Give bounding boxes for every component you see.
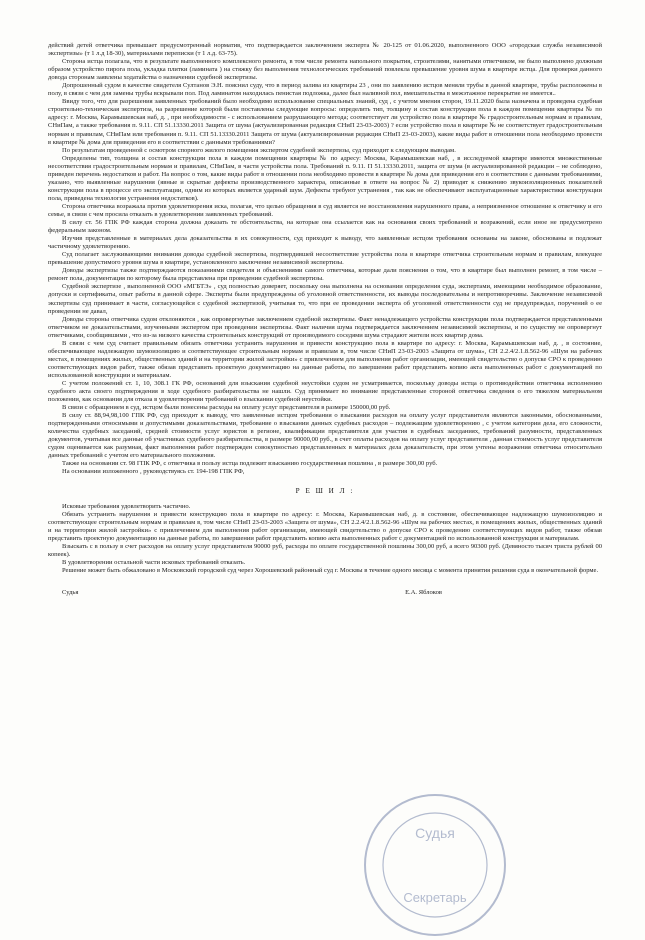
decision-paragraph: В удовлетворении остальной части исковых требований отказать. xyxy=(62,558,246,566)
paragraph: Определены тип, толщина и состав конструкции пола в каждом помещении квартиры № по адресу: Москва, Карамышевская наб, , в исследуемой квартире имеются множественные несоответствия градостроительным нормам и правилам, СНиПам, в части устройства пола. Требований п. 9.11. П 51.13330.2011, защита от шума (в актуализированной редакции – не соблюдено, приведен перечень недостатков и работ. На вопрос о том, какие виды работ в отношении пола необходимо провести в квартире № дома для приведения его в соответствии с данными требованиями, указано, что выявленные нарушения (явные и скрытые дефекты производственного характера, описанные в ответе на вопрос № 2) приводят к снижению звукоизоляционных показателей конструкции пола в процессе его эксплуатации, одним из которых является ударный шум. Дефекты требуют устранения , так как не обеспечивают эксплуатационные характеристики конструкции пола, приведена технология устранения недостатков). xyxy=(48,154,602,202)
paragraph: С учетом положений ст. 1, 10, 308.1 ГК РФ, оснований для взыскания судебной неустойки судом не усматривается, поскольку доводы истца о противодействии ответчика исполнению судебного акта своего подтверждения в ходе судебного разбирательства не нашли. Суд принимает во внимание представленные стороной ответчика сведения о его тяжелом материальном положении, как основания для отказа в удовлетворении требований о взыскании судебной неустойки. xyxy=(48,379,602,404)
paragraph: Доводы экспертизы также подтверждаются показаниями свидетеля и объяснениями самого ответчика, которые дали пояснения о том, что в квартире был выполнен ремонт, в том числе – ремонт пола, документация по которому была представлена при проведении судебной экспертизы. xyxy=(48,267,602,283)
paragraph: В силу ст. 88,94,98,100 ГПК РФ, суд приходит к выводу, что заявленные истцом требования о взыскании расходов на оплату услуг представителя являются законными, обоснованными, подтвержденными относимыми и допустимыми доказательствами, требование о взыскании данных судебных расходов – подлежащим удовлетворению , с учетом категории дела, его сложности, количества судебных заседаний, средней стоимости услуг юристов в регионе, квалификации представителя для участия в судебных заседаниях, требований разумности, представленных документов, учитывая все данные об участниках судебного разбирательства, в размере 90000,00 руб., в счет оплаты расходов на оплату услуг представителя , данная стоимость услуг представителя судом оценивается как разумная, факт выполнения работ подтвержден совокупностью представленных в материалах дела доказательств, при этом учтены возражения ответчика относительно данных требований с учетом его материального положения. xyxy=(48,412,602,460)
court-stamp xyxy=(360,790,510,940)
paragraph: Сторона ответчика возражала против удовлетворения иска, полагая, что целью обращения в суд является не восстановления нарушенного права, а неприязненное отношение к ответчику и его семье, в связи с чем просила отказать в удовлетворении заявленных требований. xyxy=(48,202,602,218)
paragraph: В связи с обращением в суд, истцом были понесены расходы на оплату услуг представителя в размере 150000,00 руб. xyxy=(62,404,391,412)
paragraph: Доводы стороны ответчика судом отклоняются , как опровергнутые заключением судебной экспертизы. Факт ненадлежащего устройства конструкции пола подтверждается представленными ответчиком не доказательствами, изученными экспертом при проведении экспертизы. Факт наличия шума подтверждается заключением независимой экспертизы, и по существу не опровергнут ответчиками, сообщившими , что из-за низкого качества строительных конструкций от производимого соседями шума страдают жители всех квартир дома. xyxy=(48,315,602,339)
signature-name: Е.А. Яблоков xyxy=(405,589,442,596)
stamp-text-bottom: Секретарь xyxy=(403,890,467,905)
signature-block xyxy=(48,589,602,597)
paragraph: На основании изложенного , руководствуясь ст. 194-198 ГПК РФ, xyxy=(62,468,245,476)
decision-heading: Р Е Ш И Л : xyxy=(295,486,355,495)
paragraph: Суд полагает заслуживающими внимания доводы судебной экспертизы, подтвердившей несоответствие устройства пола в квартире ответчика строительным нормам и правилам, влекущее превышение допустимого уровня шума в квартире, установленного заключение независимой экспертизы. xyxy=(48,251,602,267)
decision-paragraph: Исковые требования удовлетворить частично. xyxy=(62,502,191,510)
paragraph: действий детей ответчика превышает предусмотренный норматив, что подтверждается заключением эксперта № 20-125 от 01.06.2020, выполненного ООО «городская служба независимой экспертизы» (т 1 л.д 18-30), материалами переписки (т 1 л.д. 63-75). xyxy=(48,42,602,58)
stamp-text-top: Судья xyxy=(415,825,455,841)
paragraph: Допрошенный судом в качестве свидетеля Султанов Э.Н. пояснил суду, что в период залива из квартиры 23 , они по заявлению истцов меняли трубы в данной квартире, трубы расположены в полу, в связи с чем для замены трубы вскрывали пол. Под ламинатом находилась пенистая подложка, далее был наливной пол, вмешательства в межэтажное перекрытие не имеется.. xyxy=(48,82,602,98)
paragraph: В связи с чем суд считает правильным обязать ответчика устранить нарушения и привести конструкцию пола в квартире по адресу: г. Москва, Карамышевская наб, д. , в состояние, обеспечивающее надлежащую шумоизоляцию и соответствующее строительным нормам и правилам в, том числе СНиП 23-03-2003 «Защита от шума», СН 2.2.4/2.1.8.562-96 «Шум на рабочих местах, в помещениях жилых, общественных зданий и на территории жилой застройки» с привлечением для выполнения работ организации, имеющей свидетельство о допуске СРО к проведению соответствующих видов работ, также обязав представить проектную документацию на данные работы, по завершении работ представить копию акта выполненных работ с документацией по использованной конструкции и материалам. xyxy=(48,339,602,379)
paragraph: Изучив представленные в материалах дела доказательства в их совокупности, суд приходит к выводу, что заявленные истцом требования основаны на законе, обоснованы и подлежат частичному удовлетворению. xyxy=(48,235,602,251)
document-body xyxy=(48,42,602,597)
stamp-inner-ring xyxy=(383,813,487,917)
decision-paragraph: Решение может быть обжаловано в Московский городской суд через Хорошевский районный суд г. Москвы в течение одного месяца с момента принятия решения суда в окончательной форме. xyxy=(62,566,599,574)
decision-paragraph: Обязать устранить нарушения и привести конструкцию пола в квартире по адресу: г. Москва, Карамышевская наб, д. в состояние, обеспечивающее надлежащую шумоизоляцию и соответствующее строительным нормам и правилам в, том числе СНиП 23-03-2003 «Защита от шума», СН 2.2.4/2.1.8.562-96 «Шум на рабочих местах, в помещениях жилых, общественных зданий и на территории жилой застройки» с привлечением для выполнения работ организации, имеющей свидетельство о допуске СРО к проведению соответствующих видов работ, также обязав представить проектную документацию на данные работы, по завершении работ представить копию акта выполненных работ с документацией по использованной конструкции и материалам. xyxy=(48,510,602,542)
paragraph: По результатам проведенной с осмотром спорного жилого помещения экспертом судебной экспертизы, суд приходит к следующим выводам. xyxy=(62,146,456,154)
paragraph: Судебной экспертизе , выполненной ООО «МГБТЭ» , суд полностью доверяет, поскольку она выполнена на основании определения суда, экспертами, имеющими необходимое образование, допуски и сертификаты, опыт работы в данной сфере. Эксперты были предупреждены об уголовной ответственности, их выводы последовательны и непротиворечивы. Заключение независимой экспертизы суд принимает в части, согласующейся с судебной экспертизой, учитывая то, что при ее проведении эксперта об уголовной ответственности суд не предупреждал, поручений о ее проведении не давал, xyxy=(48,283,602,315)
paragraph: Также на основании ст. 98 ГПК РФ, с ответчика в пользу истца подлежит взысканию государственная пошлина , в размере 300,00 руб. xyxy=(62,460,438,468)
signature-role: Судья xyxy=(62,589,79,596)
decision-paragraph: Взыскать с в пользу в счет расходов на оплату услуг представителя 90000 руб, расходы по оплате государственной пошлины 300,00 руб, а всего 90300 руб. (Девяносто тысяч триста рублей 00 копеек). xyxy=(48,542,602,558)
paragraph: Ввиду того, что для разрешения заявленных требований было необходимо использование специальных знаний, суд , с учетом мнения сторон, 19.11.2020 была назначена и проведена судебная строительно-техническая экспертиза, на разрешение которой были поставлены следующие вопросы: определить тип, толщину и состав конструкции пола в каждом помещении квартиры № по адресу: г. Москва, Карамышевская наб, д. , при необходимости - с использованием разрушающего метода; соответствует ли устройство пола в квартире № градостроительным нормам и правилам, СНиПам, а также требования п. 9.11. СП 51.13330.2011 Защита от шума (актуализированная редакция СНиП 23-03-2003) ? если устройство пола в квартире № не соответствует градостроительным нормам и правилам, СНиПам или требования п. 9.11. СП 51.13330.2011 Защита от шума (актуализированная редакция СНиП 23-03-2003), какие виды работ в отношении пола необходимо провести в квартире № дома для приведения его в соответствии с данными требованиями? xyxy=(48,98,602,146)
stamp-outer-ring xyxy=(365,795,505,935)
paragraph: В силу ст. 56 ГПК РФ каждая сторона должна доказать те обстоятельства, на которые она ссылается как на основания своих требований и возражений, если иное не предусмотрено федеральным законом. xyxy=(48,219,602,235)
paragraph: Сторона истца полагала, что в результате выполненного комплексного ремонта, в том числе ремонта напольного покрытия, строителями, нанятыми ответчиком, не было выполнено должным образом устройство пирога пола, укладка плитки (ламината ) на стяжку без выполнения технологических требований повлекла превышение уровня шума в квартире истца. Для проверки данного довода сторонам заявлены ходатайства о назначении судебной экспертизы. xyxy=(48,58,602,82)
